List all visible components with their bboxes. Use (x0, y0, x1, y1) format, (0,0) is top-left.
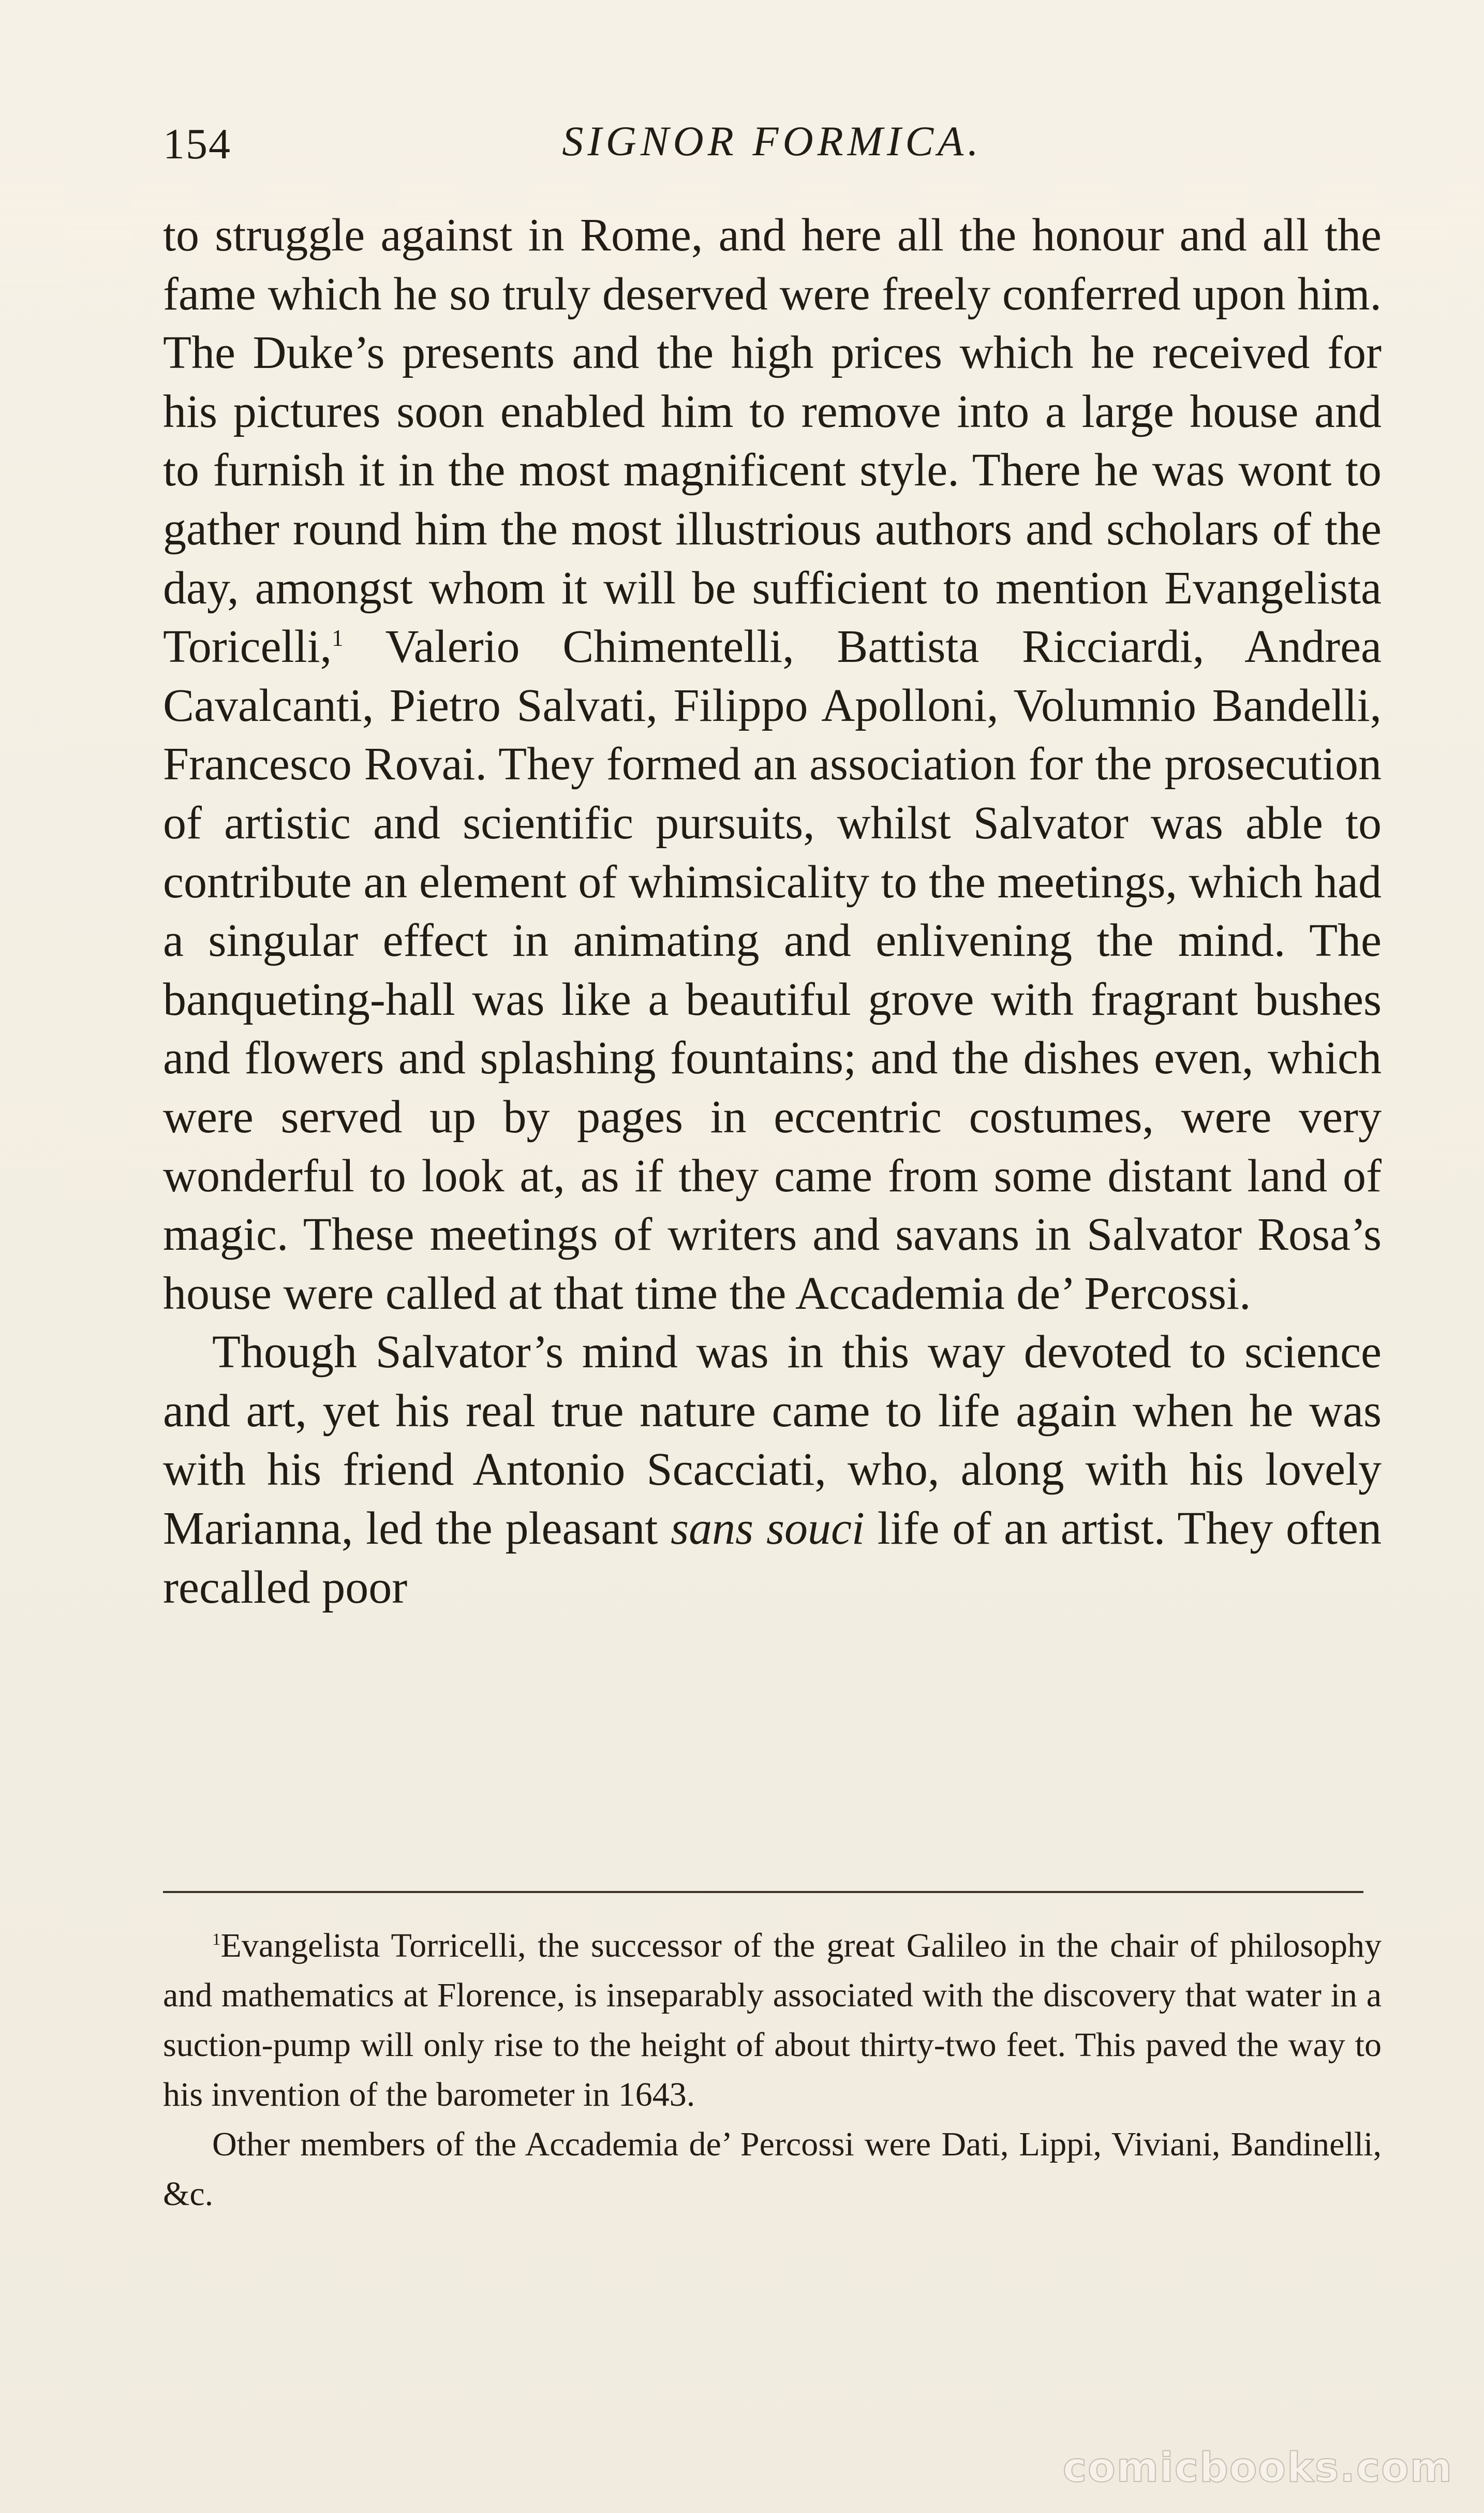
footnote-divider (163, 1891, 1363, 1893)
footnote-1 (163, 1921, 1382, 2120)
watermark: comicbooks.com (1062, 2445, 1453, 2491)
paragraph-2 (163, 1323, 1382, 1617)
page-header (163, 114, 1382, 176)
page-number: 154 (163, 120, 231, 168)
body-text (163, 206, 1382, 1617)
footnote-2 (163, 2120, 1382, 2219)
paragraph-1-text: to struggle against in Rome, and here all the honour and all the fame which he so truly deserved were freely conferred upon him. The Duke’s presents and the high prices which he received for his pictures soon enabled him to remove into a large house and to furnish it in the most magnificent style. There he was wont to gather round him the most illustrious authors and scholars of the day, amongst whom it will be sufficient to mention Evangelista Toricelli, (163, 210, 1382, 673)
footnote-reference: 1 (332, 625, 344, 652)
footnotes (163, 1921, 1382, 2219)
paragraph-1 (163, 206, 1382, 1323)
running-title: SIGNOR FORMICA. (562, 117, 983, 165)
paragraph-2-text: Though Salvator’s mind was in this way devoted to science and art, yet his real true nature came to life again when he was with his friend Antonio Scacciati, who, along with his lovely Marianna, led the pleasant (163, 1326, 1382, 1555)
footnote-1-text: Evangelista Torricelli, the successor of the great Galileo in the chair of philosophy and mathematics at Florence, is inseparably associated with the discovery that water in a suction-pump will only rise to the height of about thirty-two feet. This paved the way to his invention of the barometer in 1643. (163, 1927, 1382, 2113)
footnote-1-mark: 1 (212, 1930, 221, 1949)
paragraph-1-text-rest: Valerio Chimentelli, Battista Ricciardi, Andrea Cavalcanti, Pietro Salvati, Filippo Apolloni, Volumnio Bandelli, Francesco Rovai. They formed an association for the prosecution of artistic and scientific pursuits, whilst Salvator was able to contribute an element of whimsicality to the meetings, which had a singular effect in animating and enlivening the mind. The banqueting-hall was like a beautiful grove with fragrant bushes and flowers and splashing fountains; and the dishes even, which were served up by pages in eccentric costumes, were very wonderful to look at, as if they came from some distant land of magic. These meetings of writers and savans in Salvator Rosa’s house were called at that time the Accademia de’ Percossi. (163, 621, 1382, 1319)
paragraph-2-text-end: life of an artist. They often recalled poor (163, 1503, 1382, 1613)
italic-phrase: sans souci (671, 1503, 865, 1555)
footnote-2-text: Other members of the Accademia de’ Percossi were Dati, Lippi, Viviani, Bandinelli, &c. (163, 2125, 1382, 2213)
